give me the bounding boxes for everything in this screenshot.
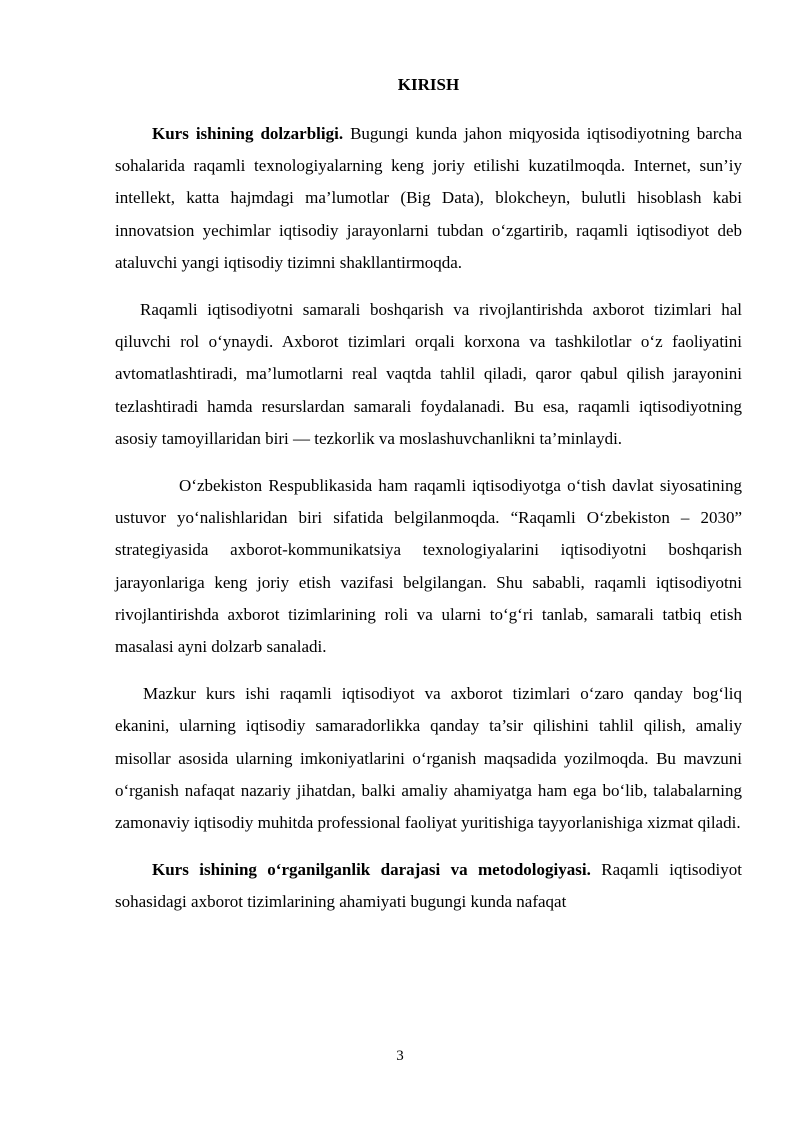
- paragraph-text: Bugungi kunda jahon miqyosida iqtisodiyotning barcha sohalarida raqamli texnologiyalarning keng joriy etilishi kuzatilmoqda. Internet, sun’iy intellekt, katta hajmdagi ma’lumotlar (Big Data), blokcheyn, bulutli hisoblash kabi innovatsion yechimlar iqtisodiy jarayonlarni tubdan o‘zgartirib, raqamli iqtisodiyot deb ataluvchi yangi iqtisodiy tizimni shakllantirmoqda.: [115, 124, 742, 272]
- paragraph-lead: Kurs ishining dolzarbligi.: [152, 124, 344, 143]
- paragraph-text: Raqamli iqtisodiyot sohasidagi axborot tizimlarining ahamiyati bugungi kunda nafaqat: [115, 860, 742, 912]
- paragraph-text: Raqamli iqtisodiyotni samarali boshqarish va rivojlantirishda axborot tizimlari hal qiluvchi rol o‘ynaydi. Axborot tizimlari orqali korxona va tashkilotlar o‘z faoliyatini avtomatlashtiradi, ma’lumotlarni real vaqtda tahlil qiladi, qaror qabul qilish jarayonini tezlashtiradi hamda resurslardan samarali foydalanadi. Bu esa, raqamli iqtisodiyotning asosiy tamoyillaridan biri — tezkorlik va moslashuvchanlikni ta’minlaydi.: [115, 300, 742, 448]
- paragraph-purpose: [115, 678, 742, 839]
- paragraph-relevance: [115, 118, 742, 279]
- paragraph-information-systems: [115, 294, 742, 455]
- paragraph-text: O‘zbekiston Respublikasida ham raqamli iqtisodiyotga o‘tish davlat siyosatining ustuvor yo‘nalishlaridan biri sifatida belgilanmoqda. “Raqamli O‘zbekiston – 2030” strategiyasida axborot-kommunikatsiya texnologiyalarini iqtisodiyotni boshqarish jarayonlariga keng joriy etish vazifasi belgilangan. Shu sababli, raqamli iqtisodiyotni rivojlantirishda axborot tizimlarining roli va ularni to‘g‘ri tanlab, samarali tatbiq etish masalasi ayni dolzarb sanaladi.: [115, 476, 742, 657]
- page-number: 3: [396, 1048, 404, 1064]
- paragraph-methodology: [115, 854, 742, 918]
- document-page: [115, 72, 742, 934]
- section-heading: KIRISH: [397, 75, 460, 94]
- paragraph-uzbekistan: [115, 470, 742, 663]
- paragraph-text: Mazkur kurs ishi raqamli iqtisodiyot va axborot tizimlari o‘zaro qanday bog‘liq ekanini, ularning iqtisodiy samaradorlikka qanday ta’sir qilishini tahlil qilish, amaliy misollar asosida ularning imkoniyatlarini o‘rganish maqsadida yozilmoqda. Bu mavzuni o‘rganish nafaqat nazariy jihatdan, balki amaliy ahamiyatga ham ega bo‘lib, talabalarning zamonaviy iqtisodiy muhitda professional faoliyat yuritishiga tayyorlanishiga xizmat qiladi.: [115, 684, 742, 833]
- paragraph-lead: Kurs ishining o‘rganilganlik darajasi va metodologiyasi.: [152, 860, 591, 880]
